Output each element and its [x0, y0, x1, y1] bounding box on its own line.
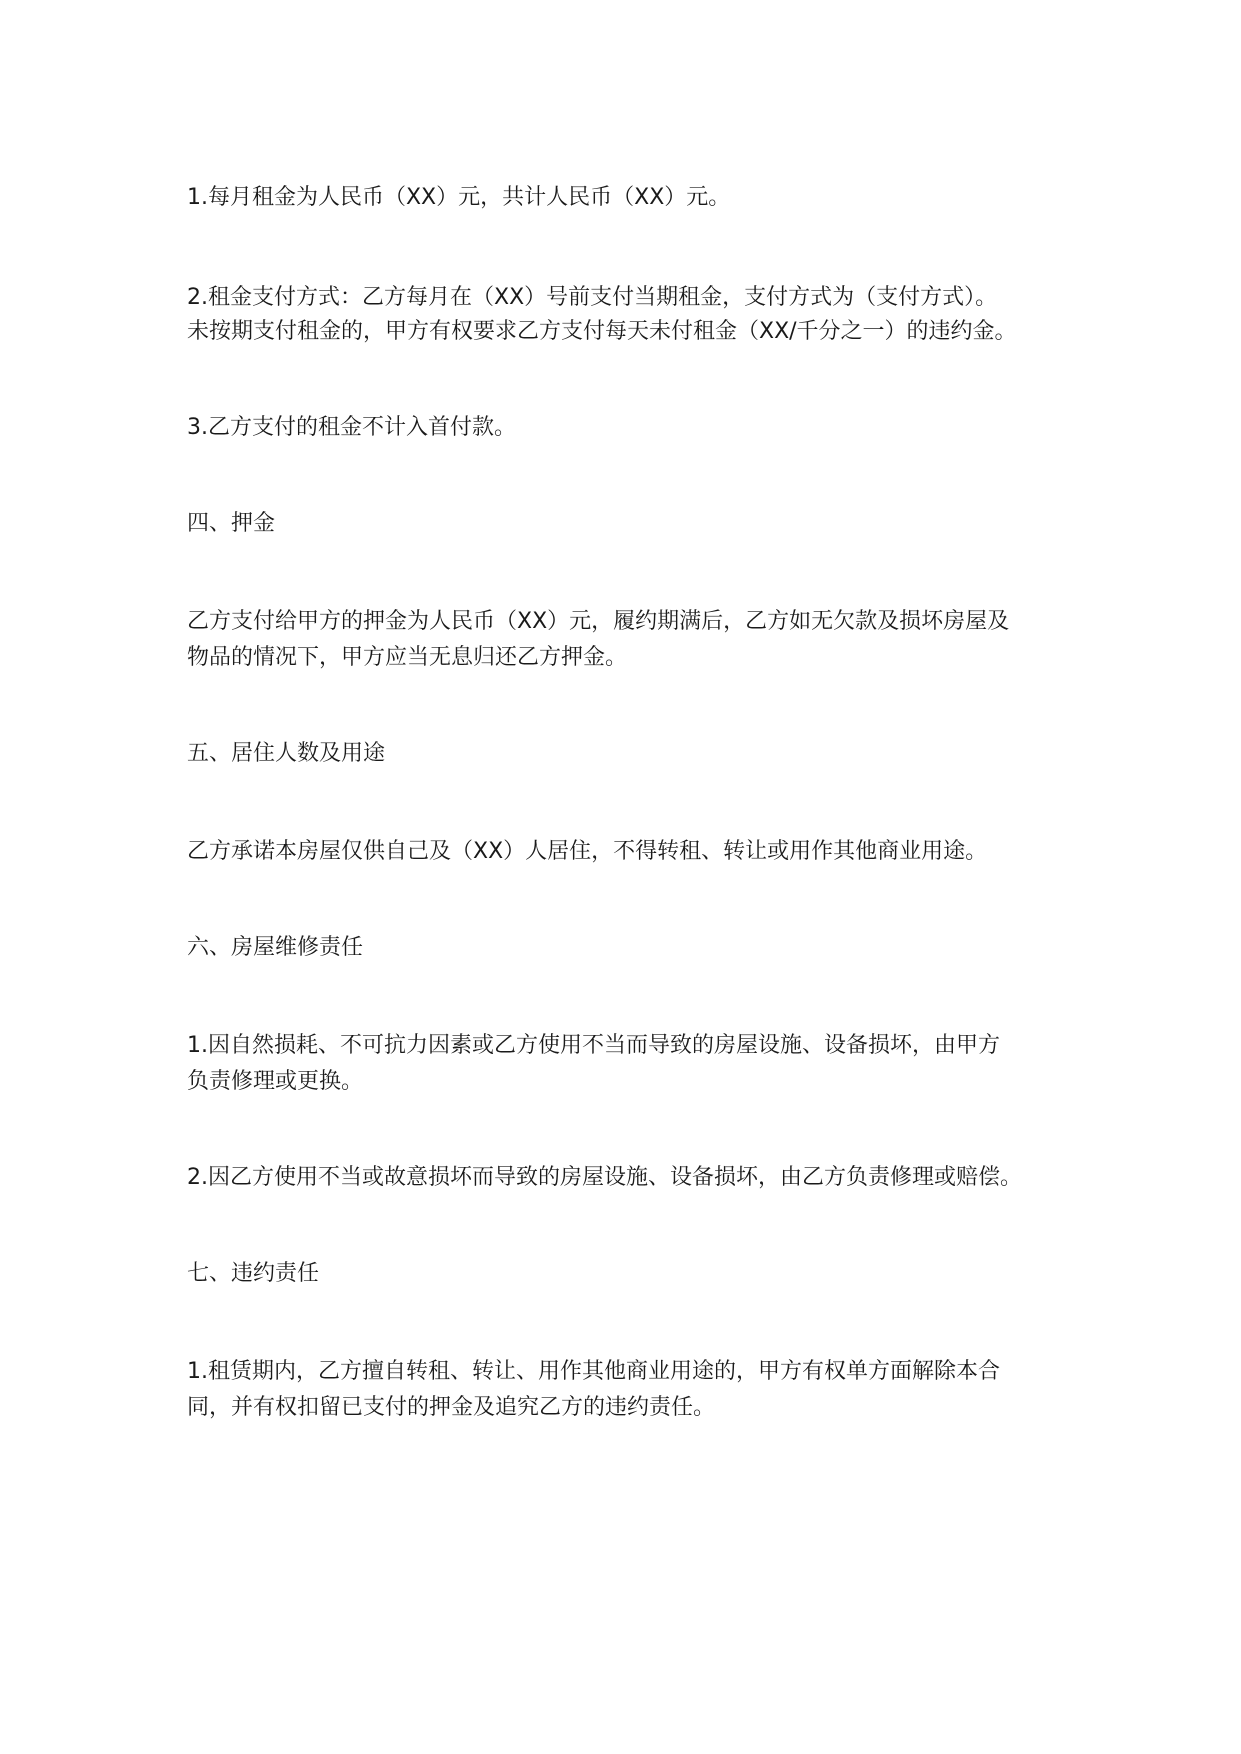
- paragraph-repair-2: 2.因乙方使用不当或故意损坏而导致的房屋设施、设备损坏，由乙方负责修理或赔偿。: [187, 1165, 1022, 1190]
- paragraph-rent-not-downpayment: 3.乙方支付的租金不计入首付款。: [187, 415, 516, 440]
- paragraph-breach-1-line-1: 1.租赁期内，乙方擅自转租、转让、用作其他商业用途的，甲方有权单方面解除本合: [187, 1359, 1000, 1384]
- section-heading-breach: 七、违约责任: [187, 1261, 320, 1286]
- paragraph-rent-amount: 1.每月租金为人民币（XX）元，共计人民币（XX）元。: [187, 185, 731, 210]
- paragraph-breach-1-line-2: 同，并有权扣留已支付的押金及追究乙方的违约责任。: [187, 1395, 716, 1420]
- paragraph-repair-1-line-1: 1.因自然损耗、不可抗力因素或乙方使用不当而导致的房屋设施、设备损坏，由甲方: [187, 1033, 1000, 1058]
- section-heading-occupancy: 五、居住人数及用途: [187, 741, 386, 766]
- section-heading-deposit: 四、押金: [187, 511, 276, 536]
- paragraph-repair-1-line-2: 负责修理或更换。: [187, 1069, 364, 1094]
- section-heading-repair: 六、房屋维修责任: [187, 935, 364, 960]
- paragraph-rent-payment-line-1: 2.租金支付方式：乙方每月在（XX）号前支付当期租金，支付方式为（支付方式）。: [187, 285, 998, 310]
- paragraph-deposit-line-1: 乙方支付给甲方的押金为人民币（XX）元，履约期满后，乙方如无欠款及损坏房屋及: [187, 609, 1010, 634]
- paragraph-occupancy: 乙方承诺本房屋仅供自己及（XX）人居住，不得转租、转让或用作其他商业用途。: [187, 839, 988, 864]
- paragraph-rent-payment-line-2: 未按期支付租金的，甲方有权要求乙方支付每天未付租金（XX/千分之一）的违约金。: [187, 319, 1017, 344]
- paragraph-deposit-line-2: 物品的情况下，甲方应当无息归还乙方押金。: [187, 645, 628, 670]
